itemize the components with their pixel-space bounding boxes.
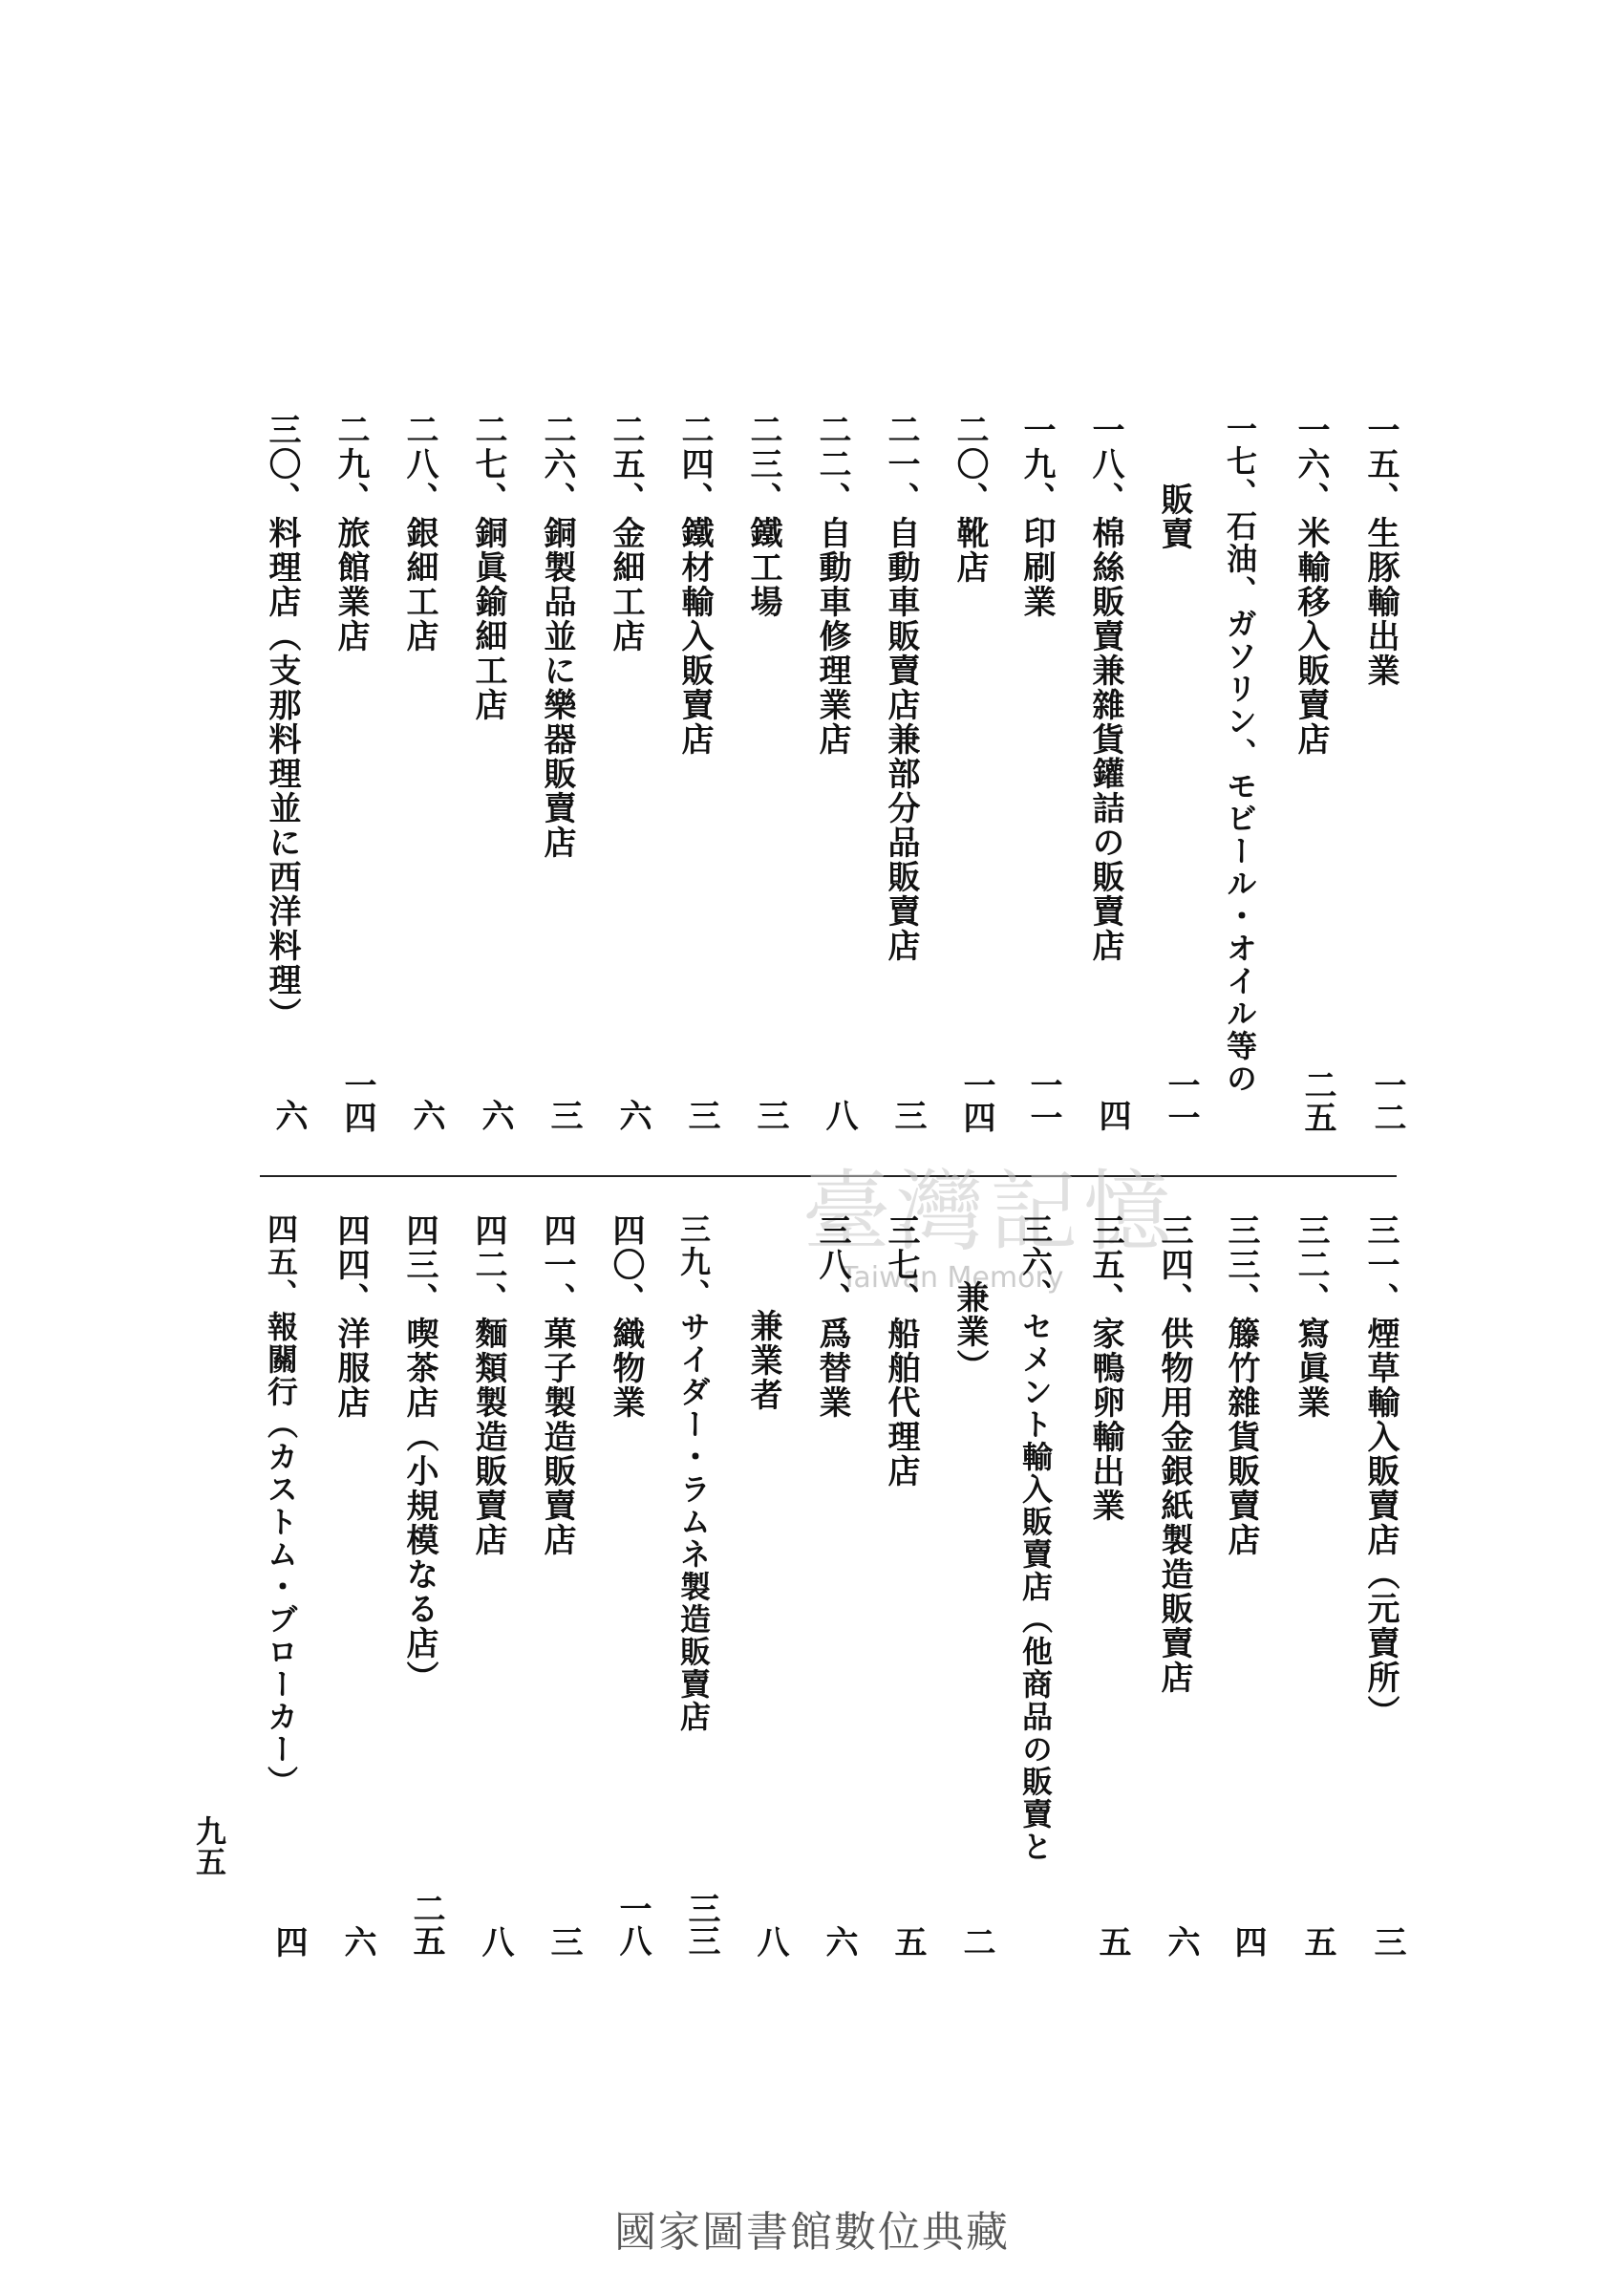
page-number: 九五: [191, 1815, 227, 1876]
upper-count-14: 六: [476, 1099, 514, 1131]
lower-entry-9: 三八、爲替業: [813, 1213, 851, 1420]
lower-entry-8: 三七、船舶代理店: [882, 1213, 920, 1489]
lower-entry-14: 四二、麵類製造販賣店: [469, 1213, 507, 1557]
upper-count-15: 六: [407, 1099, 445, 1131]
footer-credit: 國家圖書館數位典藏: [614, 2208, 1010, 2257]
lower-entry-16: 四四、洋服店: [331, 1213, 370, 1420]
lower-count-12: 一八: [613, 1892, 652, 1957]
lower-count-8: 五: [888, 1925, 927, 1958]
upper-entry-10: 二三、鐵工場: [744, 413, 782, 619]
upper-count-11: 三: [682, 1099, 720, 1131]
lower-entry-11: 三九、サイダー・ラムネ製造販賣店: [675, 1213, 712, 1733]
lower-count-13: 三: [545, 1925, 583, 1958]
lower-entry-1: 三一、煙草輸入販賣店（元賣所）: [1361, 1213, 1400, 1729]
lower-count-7: 二: [957, 1925, 995, 1958]
upper-count-12: 六: [613, 1099, 652, 1131]
lower-entry-12: 四〇、織物業: [607, 1213, 645, 1420]
lower-entry-13: 四一、菓子製造販賣店: [538, 1213, 576, 1557]
watermark-logo: 臺灣記憶: [802, 1161, 1178, 1263]
lower-count-5: 五: [1093, 1925, 1131, 1958]
lower-count-14: 八: [476, 1925, 514, 1958]
lower-count-3: 四: [1229, 1925, 1267, 1958]
upper-count-9: 八: [820, 1099, 858, 1131]
upper-entry-7: 二〇、靴店: [951, 413, 989, 585]
lower-entry-17: 四五、報關行（カストム・ブローカー）: [263, 1213, 299, 1798]
upper-entry-12: 二五、金細工店: [607, 413, 645, 654]
upper-count-17: 六: [269, 1099, 308, 1131]
upper-count-10: 三: [751, 1099, 789, 1131]
upper-entry-2: 一六、米輸移入販賣店: [1292, 413, 1330, 757]
lower-count-16: 六: [338, 1925, 376, 1958]
upper-entry-5: 一八、棉絲販賣兼雜貨鑵詰の販賣店: [1086, 413, 1124, 963]
upper-entry-17: 三〇、料理店（支那料理並に西洋料理）: [263, 413, 301, 1032]
upper-entry-6: 一九、印刷業: [1017, 413, 1056, 619]
upper-entry-13: 二六、銅製品並に樂器販賣店: [538, 413, 576, 860]
upper-count-8: 三: [888, 1099, 927, 1131]
upper-entry-15: 二八、銀細工店: [400, 413, 438, 654]
lower-count-1: 三: [1368, 1925, 1406, 1958]
lower-count-15: 二五: [407, 1892, 445, 1957]
lower-count-9: 六: [820, 1925, 858, 1958]
lower-entry-7: 兼業）: [951, 1280, 989, 1383]
upper-entry-8: 二一、自動車販賣店兼部分品販賣店: [882, 413, 920, 963]
upper-count-6: 一一: [1024, 1068, 1062, 1133]
lower-count-4: 六: [1162, 1925, 1200, 1958]
lower-entry-6: 三六、セメント輸入販賣店（他商品の販賣と: [1017, 1213, 1054, 1863]
lower-entry-5: 三五、家鴨卵輸出業: [1086, 1213, 1124, 1523]
lower-entry-2: 三二、寫眞業: [1292, 1213, 1330, 1420]
upper-count-2: 二五: [1298, 1068, 1336, 1133]
upper-count-13: 三: [545, 1099, 583, 1131]
upper-entry-11: 二四、鐵材輸入販賣店: [675, 413, 714, 757]
upper-entry-9: 二二、自動車修理業店: [813, 413, 851, 757]
upper-count-1: 一二: [1368, 1068, 1406, 1133]
lower-entry-4: 三四、供物用金銀紙製造販賣店: [1155, 1213, 1193, 1695]
upper-entry-4: 販賣: [1155, 482, 1193, 551]
watermark-subtitle: Taiwan Memory: [841, 1261, 1064, 1295]
upper-count-16: 一四: [338, 1068, 376, 1133]
upper-count-4: 一一: [1162, 1068, 1200, 1133]
upper-entry-3: 一七、石油、ガソリン、モビール・オイル等の: [1222, 413, 1258, 1095]
upper-count-7: 一四: [957, 1068, 995, 1133]
lower-entry-3: 三三、籐竹雜貨販賣店: [1222, 1213, 1260, 1557]
upper-entry-14: 二七、銅眞鍮細工店: [469, 413, 507, 722]
lower-count-10: 八: [751, 1925, 789, 1958]
upper-count-5: 四: [1093, 1099, 1131, 1131]
lower-entry-10: 兼業者: [744, 1309, 782, 1412]
lower-count-2: 五: [1298, 1925, 1336, 1958]
upper-entry-1: 一五、生豚輸出業: [1361, 413, 1400, 688]
lower-count-11: 三三: [682, 1892, 720, 1957]
upper-entry-16: 二九、旅館業店: [331, 413, 370, 654]
lower-count-17: 四: [269, 1925, 308, 1958]
lower-entry-15: 四三、喫茶店（小規模なる店）: [400, 1213, 438, 1695]
